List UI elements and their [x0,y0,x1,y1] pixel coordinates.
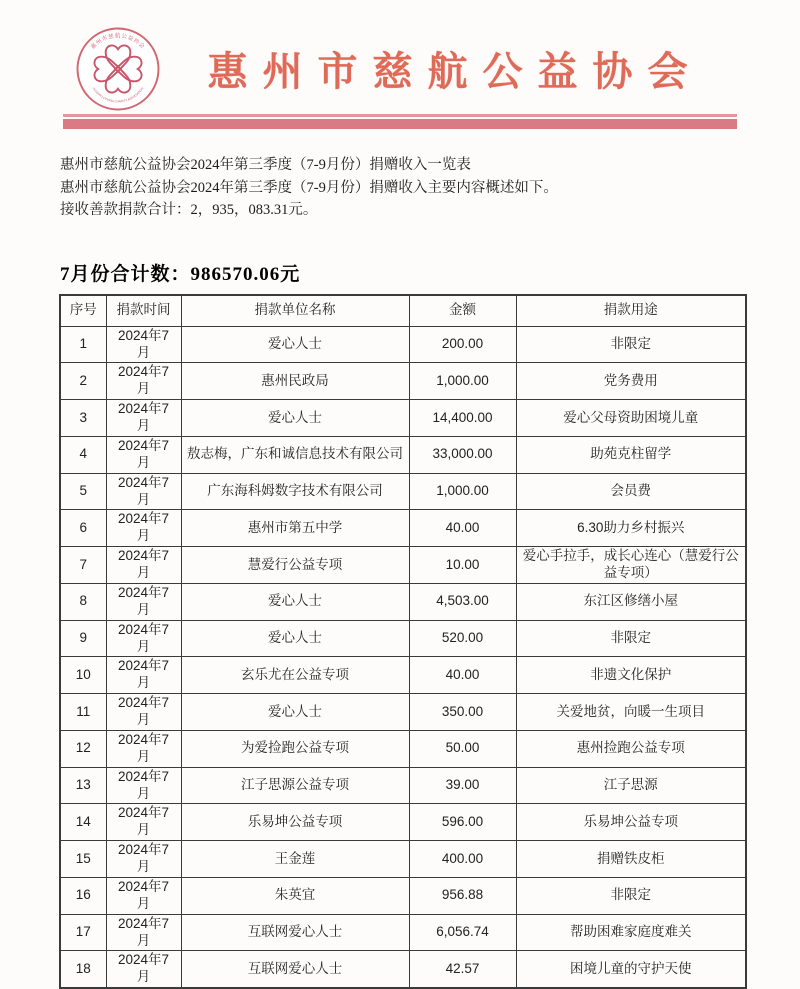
cell-amount: 42.57 [409,951,516,988]
cell-date: 2024年7月 [106,473,181,510]
table-row [60,547,746,584]
cell-amount: 50.00 [409,730,516,767]
cell-donor: 乐易坤公益专项 [181,804,409,841]
svg-text:HUIZHOU CIHANG CHARITY ASSOCIA: HUIZHOU CIHANG CHARITY ASSOCIATION [91,86,145,104]
cell-date: 2024年7月 [106,510,181,547]
cell-donor: 王金莲 [181,841,409,878]
july-total-heading: 7月份合计数：986570.06元 [60,263,301,285]
cell-amount: 1,000.00 [409,363,516,400]
cell-seq: 15 [60,841,106,878]
cell-purpose: 6.30助力乡村振兴 [516,510,746,547]
cell-seq: 17 [60,914,106,951]
cell-donor: 互联网爱心人士 [181,914,409,951]
cell-donor: 爱心人士 [181,583,409,620]
cell-seq: 11 [60,694,106,731]
cell-amount: 33,000.00 [409,436,516,473]
cell-amount: 1,000.00 [409,473,516,510]
cell-seq: 18 [60,951,106,988]
cell-purpose: 非限定 [516,620,746,657]
header-divider [63,114,737,129]
cell-amount: 520.00 [409,620,516,657]
cell-amount: 956.88 [409,877,516,914]
donation-table-body [60,326,746,988]
cell-seq: 9 [60,620,106,657]
cell-seq: 3 [60,400,106,437]
cell-purpose: 关爱地贫，向暖一生项目 [516,694,746,731]
cell-purpose: 党务费用 [516,363,746,400]
table-row [60,473,746,510]
document-header [0,0,800,110]
cell-donor: 慧爱行公益专项 [181,547,409,584]
cell-amount: 4,503.00 [409,583,516,620]
table-row [60,730,746,767]
cell-donor: 惠州民政局 [181,363,409,400]
cell-date: 2024年7月 [106,363,181,400]
column-header-purpose: 捐款用途 [516,295,746,327]
charity-logo [74,25,162,113]
cell-amount: 10.00 [409,547,516,584]
intro-line-1: 惠州市慈航公益协会2024年第三季度（7-9月份）捐赠收入一览表 [60,157,471,173]
table-row [60,841,746,878]
cell-donor: 朱英宜 [181,877,409,914]
cell-date: 2024年7月 [106,583,181,620]
cell-donor: 敖志梅，广东和诚信息技术有限公司 [181,436,409,473]
cell-date: 2024年7月 [106,841,181,878]
cell-date: 2024年7月 [106,730,181,767]
org-title: 惠州市慈航公益协会 [207,48,703,94]
clover-of-hearts-seal-icon [74,25,162,113]
cell-donor: 玄乐尤在公益专项 [181,657,409,694]
table-row [60,363,746,400]
cell-donor: 为爱捡跑公益专项 [181,730,409,767]
svg-text:惠州市慈航公益协会: 惠州市慈航公益协会 [90,33,146,51]
cell-donor: 爱心人士 [181,326,409,363]
cell-seq: 2 [60,363,106,400]
cell-amount: 40.00 [409,510,516,547]
cell-date: 2024年7月 [106,657,181,694]
cell-purpose: 江子思源 [516,767,746,804]
cell-date: 2024年7月 [106,804,181,841]
table-row [60,657,746,694]
cell-purpose: 非限定 [516,877,746,914]
cell-purpose: 捐赠铁皮柜 [516,841,746,878]
column-header-date: 捐款时间 [106,295,181,327]
cell-donor: 江子思源公益专项 [181,767,409,804]
cell-amount: 40.00 [409,657,516,694]
cell-amount: 6,056.74 [409,914,516,951]
cell-donor: 互联网爱心人士 [181,951,409,988]
table-row [60,510,746,547]
cell-purpose: 帮助困难家庭度难关 [516,914,746,951]
table-row [60,767,746,804]
table-row [60,694,746,731]
cell-seq: 16 [60,877,106,914]
table-row [60,436,746,473]
cell-purpose: 乐易坤公益专项 [516,804,746,841]
cell-amount: 200.00 [409,326,516,363]
cell-date: 2024年7月 [106,694,181,731]
cell-seq: 10 [60,657,106,694]
column-header-seq: 序号 [60,295,106,327]
table-row [60,583,746,620]
cell-date: 2024年7月 [106,436,181,473]
table-header-row [60,295,746,327]
cell-amount: 14,400.00 [409,400,516,437]
cell-seq: 12 [60,730,106,767]
cell-seq: 13 [60,767,106,804]
cell-seq: 14 [60,804,106,841]
cell-purpose: 爱心手拉手，成长心连心（慧爱行公益专项） [516,547,746,584]
cell-purpose: 非遗文化保护 [516,657,746,694]
cell-purpose: 爱心父母资助困境儿童 [516,400,746,437]
cell-date: 2024年7月 [106,547,181,584]
cell-seq: 8 [60,583,106,620]
cell-date: 2024年7月 [106,326,181,363]
column-header-amount: 金额 [409,295,516,327]
cell-date: 2024年7月 [106,400,181,437]
intro-text-block [60,155,740,221]
cell-donor: 惠州市第五中学 [181,510,409,547]
cell-amount: 39.00 [409,767,516,804]
cell-donor: 爱心人士 [181,694,409,731]
table-row [60,914,746,951]
cell-purpose: 助苑克柱留学 [516,436,746,473]
cell-seq: 4 [60,436,106,473]
cell-donor: 爱心人士 [181,400,409,437]
cell-purpose: 会员费 [516,473,746,510]
table-row [60,326,746,363]
divider-thick-line [63,119,737,129]
table-row [60,877,746,914]
cell-amount: 400.00 [409,841,516,878]
cell-date: 2024年7月 [106,767,181,804]
table-row [60,951,746,988]
cell-date: 2024年7月 [106,951,181,988]
table-row [60,400,746,437]
cell-seq: 6 [60,510,106,547]
cell-donor: 广东海科姆数字技术有限公司 [181,473,409,510]
cell-purpose: 惠州捡跑公益专项 [516,730,746,767]
cell-donor: 爱心人士 [181,620,409,657]
cell-purpose: 东江区修缮小屋 [516,583,746,620]
cell-date: 2024年7月 [106,620,181,657]
intro-line-3: 接收善款捐款合计：2，935，083.31元。 [60,202,318,219]
cell-seq: 1 [60,326,106,363]
table-row [60,804,746,841]
table-row [60,620,746,657]
cell-amount: 350.00 [409,694,516,731]
cell-purpose: 非限定 [516,326,746,363]
cell-amount: 596.00 [409,804,516,841]
cell-date: 2024年7月 [106,877,181,914]
cell-purpose: 困境儿童的守护天使 [516,951,746,988]
cell-seq: 7 [60,547,106,584]
column-header-donor: 捐款单位名称 [181,295,409,327]
cell-seq: 5 [60,473,106,510]
donation-table [59,294,747,989]
intro-line-2: 惠州市慈航公益协会2024年第三季度（7-9月份）捐赠收入主要内容概述如下。 [60,179,558,196]
cell-date: 2024年7月 [106,914,181,951]
